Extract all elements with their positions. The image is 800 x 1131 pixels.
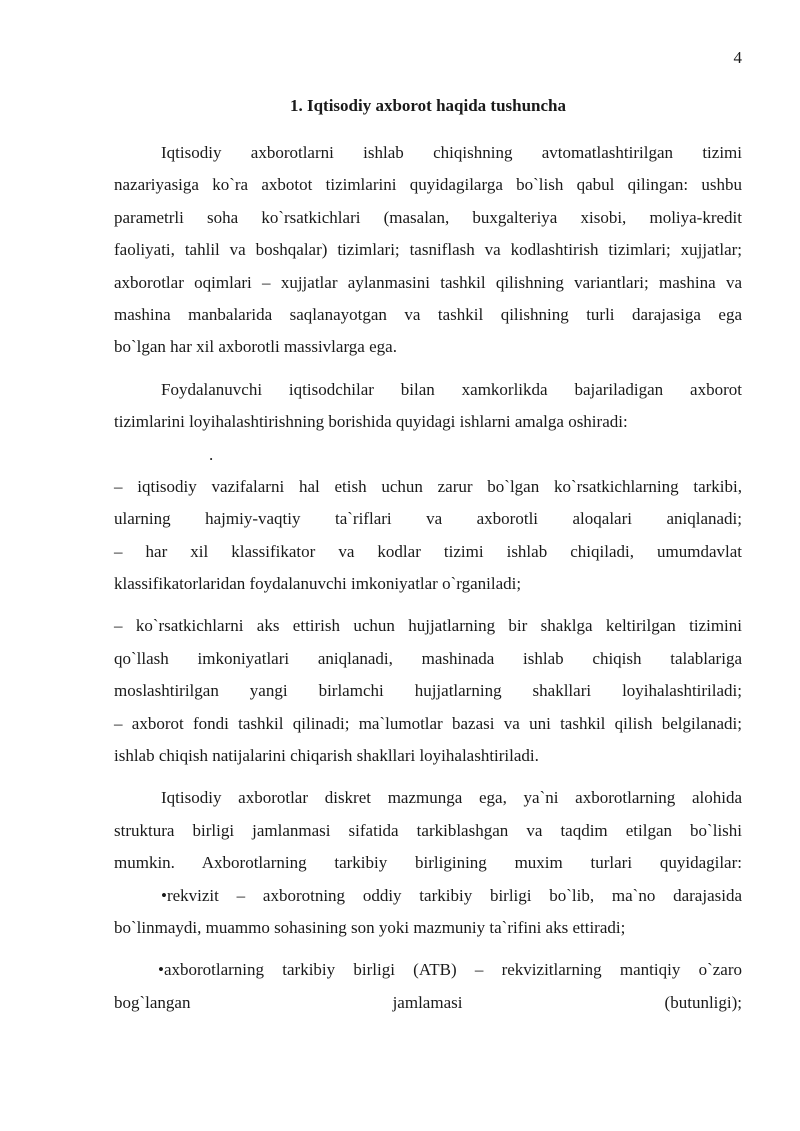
paragraph-line: parametrli soha ko`rsatkichlari (masalan, buxgalteriya xisobi, moliya-kredit <box>114 207 742 227</box>
paragraph-line: – ko`rsatkichlarni aks ettirish uchun hujjatlarning bir shaklga keltirilgan tizimini <box>114 616 742 636</box>
paragraph-line: axborotlar oqimlari – xujjatlar aylanmasini tashkil qilishning variantlari; mashina va <box>114 272 742 292</box>
paragraph-2 <box>114 374 742 439</box>
paragraph-1 <box>114 137 742 364</box>
paragraph-line: ishlab chiqish natijalarini chiqarish shakllari loyihalashtiriladi. <box>114 746 539 766</box>
paragraph-line: klassifikatorlaridan foydalanuvchi imkoniyatlar o`rganiladi; <box>114 574 522 594</box>
paragraph-line: •rekvizit – axborotning oddiy tarkibiy birligi bo`lib, ma`no darajasida <box>161 885 742 905</box>
paragraph-line: •axborotlarning tarkibiy birligi (ATB) – rekvizitlarning mantiqiy o`zaro <box>158 960 742 980</box>
paragraph-line: Foydalanuvchi iqtisodchilar bilan xamkorlikda bajariladigan axborot <box>161 379 742 399</box>
page-number: 4 <box>733 48 742 67</box>
paragraph-3 <box>114 471 742 601</box>
paragraph-line: struktura birligi jamlanmasi sifatida tarkiblashgan va taqdim etilgan bo`lishi <box>114 820 742 840</box>
paragraph-line: tizimlarini loyihalashtirishning borishida quyidagi ishlarni amalga oshiradi: <box>114 412 628 432</box>
paragraph-line: – axborot fondi tashkil qilinadi; ma`lumotlar bazasi va uni tashkil qilish belgilanadi; <box>114 713 742 733</box>
document-body <box>114 137 742 1019</box>
paragraph-5 <box>114 782 742 944</box>
stray-dot: . <box>209 444 214 464</box>
paragraph-line: Iqtisodiy axborotlar diskret mazmunga ega, ya`ni axborotlarning alohida <box>161 788 742 808</box>
paragraph-line: bo`lgan har xil axborotli massivlarga ega. <box>114 337 397 357</box>
paragraph-line: qo`llash imkoniyatlari aniqlanadi, mashinada ishlab chiqish talablariga <box>114 648 742 668</box>
paragraph-6 <box>114 954 742 1019</box>
paragraph-line: bog`langan jamlamasi (butunligi); <box>114 992 742 1012</box>
paragraph-line: ularning hajmiy-vaqtiy ta`riflari va axborotli aloqalari aniqlanadi; <box>114 509 742 529</box>
paragraph-line: Iqtisodiy axborotlarni ishlab chiqishning avtomatlashtirilgan tizimi <box>161 143 742 162</box>
paragraph-line: – har xil klassifikator va kodlar tizimi ishlab chiqiladi, umumdavlat <box>114 541 742 561</box>
paragraph-4 <box>114 610 742 772</box>
paragraph-line: mumkin. Axborotlarning tarkibiy birligining muxim turlari quyidagilar: <box>114 853 742 873</box>
paragraph-line: bo`linmaydi, muammo sohasining son yoki mazmuniy ta`rifini aks ettiradi; <box>114 917 626 937</box>
paragraph-line: moslashtirilgan yangi birlamchi hujjatlarning shakllari loyihalashtiriladi; <box>114 681 742 701</box>
section-title: 1. Iqtisodiy axborot haqida tushuncha <box>289 96 567 115</box>
paragraph-line: mashina manbalarida saqlanayotgan va tashkil qilishning turli darajasiga ega <box>114 304 742 324</box>
paragraph-line: nazariyasiga ko`ra axbotot tizimlarini quyidagilarga bo`lish qabul qilingan: ushbu <box>114 175 742 195</box>
paragraph-line: faoliyati, tahlil va boshqalar) tizimlari; tasniflash va kodlashtirish tizimlari; xujjatlar; <box>114 240 742 260</box>
paragraph-line: – iqtisodiy vazifalarni hal etish uchun zarur bo`lgan ko`rsatkichlarning tarkibi, <box>114 476 742 496</box>
